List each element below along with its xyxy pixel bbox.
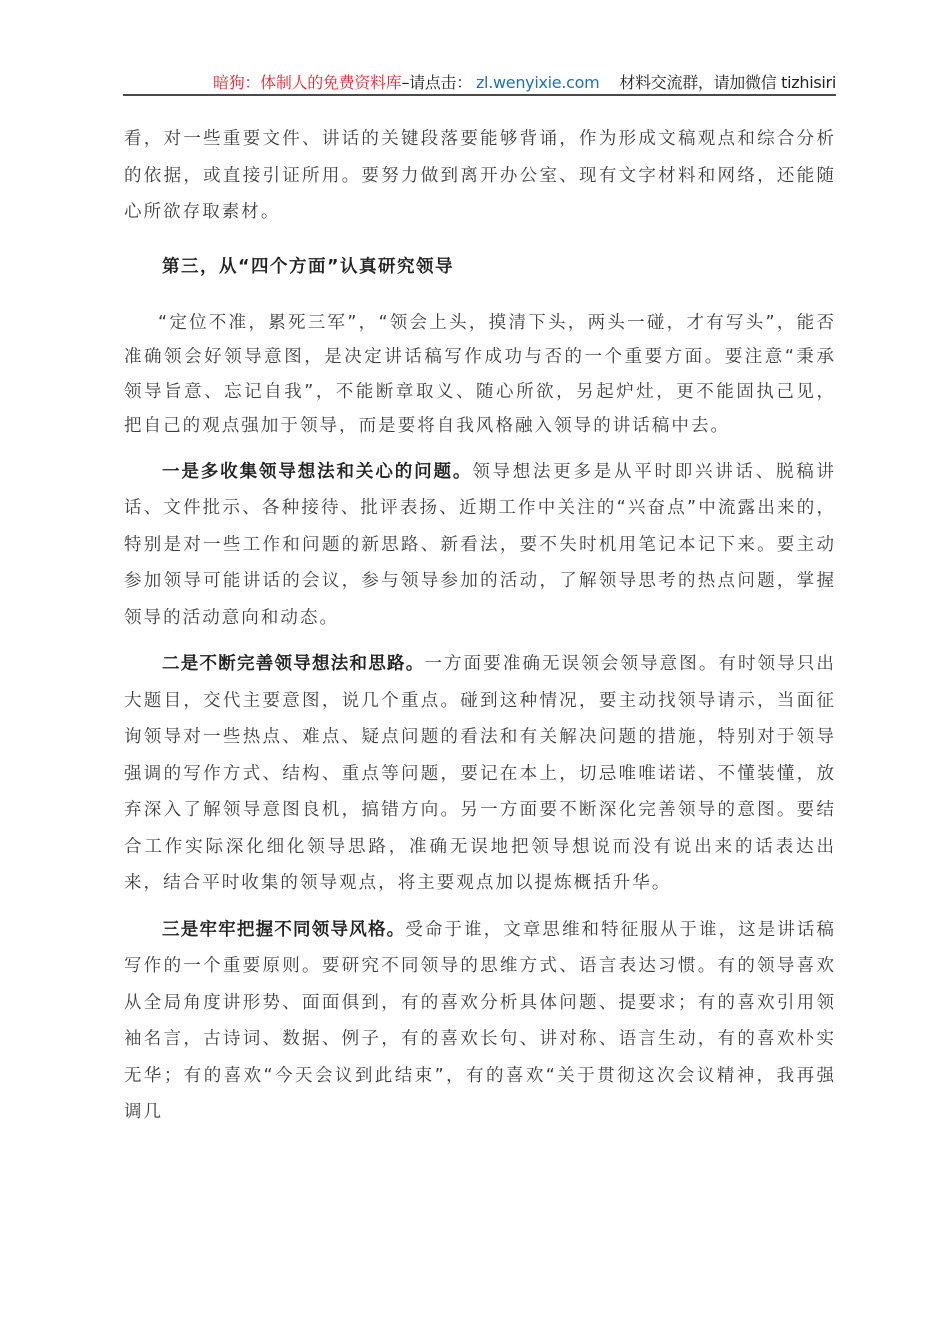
section-heading: 第三，从“四个方面”认真研究领导	[162, 256, 455, 277]
page-header	[123, 70, 836, 92]
header-divider	[123, 94, 836, 96]
header-prompt: –请点击：	[401, 73, 472, 92]
paragraph-quote: “定位不准，累死三军”，“领会上头，摸清下头，两头一碰，才有写头”，能否准确领会好领导意图，是决定讲话稿写作成功与否的一个重要方面。要注意“秉承领导旨意、忘记自我”，不能断章取义、随心所欲，另起炉灶，更不能固执己见，把自己的观点强加于领导，而是要将自我风格融入领导的讲话稿中去。	[124, 312, 836, 436]
paragraph-point-2	[124, 646, 836, 902]
point-1-title: 一是多收集领导想法和关心的问题。	[162, 461, 473, 482]
point-2-title: 二是不断完善领导想法和思路。	[162, 654, 425, 674]
paragraph-intro: 看，对一些重要文件、讲话的关键段落要能够背诵，作为形成文稿观点和综合分析的依据，或直接引证所用。要努力做到离开办公室、现有文字材料和网络，还能随心所欲存取素材。	[124, 129, 836, 222]
paragraph-point-3	[124, 912, 836, 1131]
point-3-text: 受命于谁，文章思维和特征服从于谁，这是讲话稿写作的一个重要原则。要研究不同领导的思维方式、语言表达习惯。有的领导喜欢从全局角度讲形势、面面俱到，有的喜欢分析具体问题、提要求；有的喜欢引用领袖名言，古诗词、数据、例子，有的喜欢长句、讲对称、语言生动，有的喜欢朴实无华；有的喜欢“今天会议到此结束”，有的喜欢“关于贯彻这次会议精神，我再强调几	[124, 919, 836, 1122]
point-2-text: 一方面要准确无误领会领导意图。有时领导只出大题目，交代主要意图，说几个重点。碰到这种情况，要主动找领导请示，当面征询领导对一些热点、难点、疑点问题的看法和有关解决问题的措施，特别对于领导强调的写作方式、结构、重点等问题，要记在本上，切忌唯唯诺诺、不懂装懂，放弃深入了解领导意图良机，搞错方向。另一方面要不断深化完善领导的意图。要结合工作实际深化细化领导思路，准确无误地把领导想说而没有说出来的话表达出来，结合平时收集的领导观点，将主要观点加以提炼概括升华。	[124, 654, 836, 893]
header-contact: 材料交流群，请加微信 tizhisiri	[619, 73, 836, 92]
paragraph-point-1	[124, 454, 836, 637]
point-3-title: 三是牢牢把握不同领导风格。	[162, 919, 406, 940]
header-link[interactable]: zl.wenyixie.com	[475, 73, 600, 92]
point-1-text: 领导想法更多是从平时即兴讲话、脱稿讲话、文件批示、各种接待、批评表扬、近期工作中关注的“兴奋点”中流露出来的，特别是对一些工作和问题的新思路、新看法，要不失时机用笔记本记下来。要主动参加领导可能讲话的会议，参与领导参加的活动，了解领导思考的热点问题，掌握领导的活动意向和动态。	[124, 461, 837, 628]
document-body	[124, 121, 836, 1131]
header-brand: 暗狗：体制人的免费资料库	[213, 73, 402, 92]
